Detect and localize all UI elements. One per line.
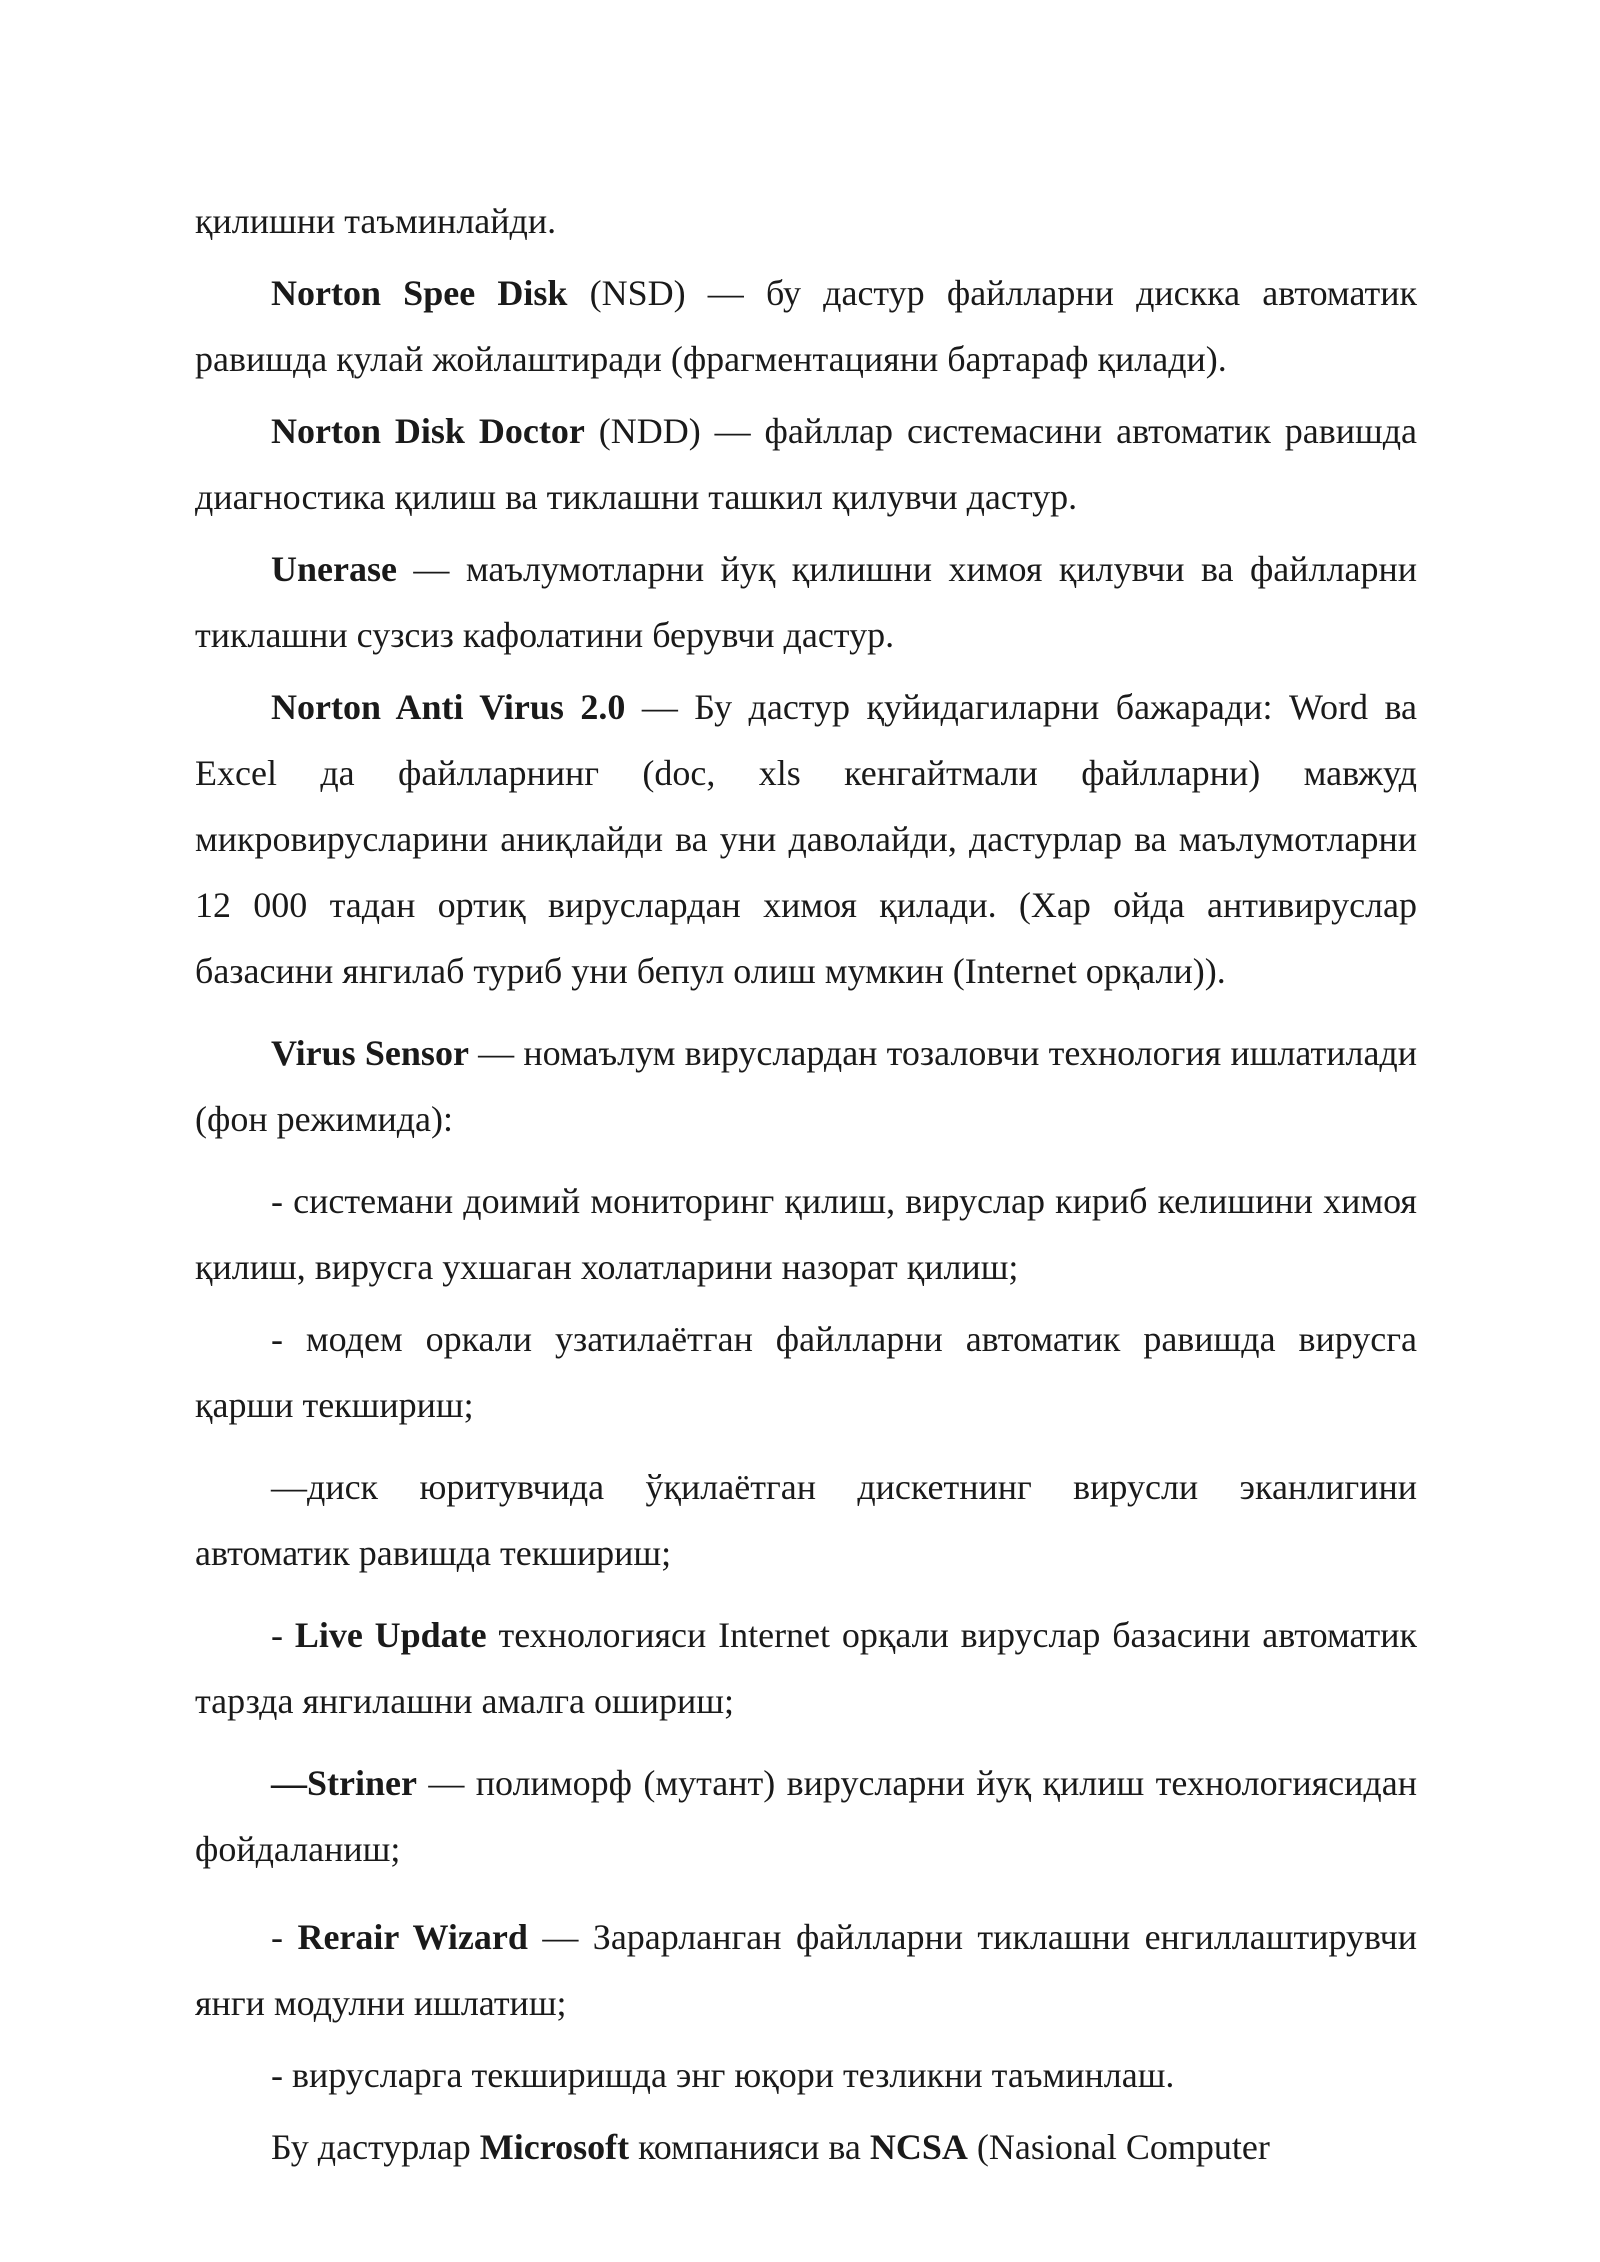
paragraph-ndd: Norton Disk Doctor (NDD) — файллар системасини автоматик равишда диагностика қилиш ва тиклашни ташкил қилувчи дастур.: [195, 411, 1417, 517]
term-unerase: Unerase: [271, 549, 397, 589]
paragraph-final: Бу дастурлар Microsoft компанияси ва NCSA (Nasional Computer: [271, 2127, 1270, 2167]
list-item-striner: —Striner — полиморф (мутант) вирусларни йуқ қилиш технологиясидан фойдаланиш;: [195, 1763, 1417, 1869]
list-item-modem-check: - модем оркали узатилаётган файлларни автоматик равишда вирусга қарши текшириш;: [195, 1319, 1417, 1425]
term-norton-anti-virus: Norton Anti Virus 2.0: [271, 687, 626, 727]
list-item-disk-check: —диск юритувчида ўқилаётган дискетнинг вирусли эканлигини автоматик равишда текшириш;: [195, 1467, 1417, 1573]
term-microsoft: Microsoft: [479, 2127, 630, 2167]
paragraph-continuation: қилишни таъминлайди.: [195, 201, 557, 241]
document-page: [195, 188, 1417, 2180]
list-item-speed: - вирусларга текширишда энг юқори тезликни таъминлаш.: [271, 2055, 1175, 2095]
term-repair-wizard: Rerair Wizard: [297, 1917, 528, 1957]
term-norton-speed-disk: Norton Spee Disk: [271, 273, 568, 313]
list-item-live-update: - Live Update технологияси Internet орқали вируслар базасини автоматик тарзда янгилашни амалга ошириш;: [195, 1615, 1418, 1721]
paragraph-unerase: Unerase — маълумотларни йуқ қилишни химоя қилувчи ва файлларни тиклашни сузсиз кафолатини берувчи дастур.: [195, 549, 1417, 655]
term-norton-disk-doctor: Norton Disk Doctor: [271, 411, 585, 451]
list-item-monitoring: - системани доимий мониторинг қилиш, вируслар кириб келишини химоя қилиш, вирусга ухшаган холатларини назорат қилиш;: [195, 1181, 1417, 1287]
paragraph-virus-sensor: Virus Sensor — номаълум вируслардан тозаловчи технология ишлатилади (фон режимида):: [195, 1033, 1418, 1139]
paragraph-norton-antivirus: Norton Anti Virus 2.0 — Бу дастур қуйидагиларни бажаради: Word ва Excel да файлларнинг (doc, xls кенгайтмали файлларни) мавжуд микровирусларини аниқлайди ва уни даволайди, дастурлар ва маълумотларни 12 000 тадан ортиқ вируслардан химоя қилади. (Хар ойда антивируслар базасини янгилаб туриб уни бепул олиш мумкин (Internet орқали)).: [195, 687, 1417, 991]
list-item-repair-wizard: - Rerair Wizard — Зарарланган файлларни тиклашни енгиллаштирувчи янги модулни ишлатиш;: [195, 1917, 1417, 2023]
term-live-update: Live Update: [294, 1615, 487, 1655]
term-striner: Striner: [307, 1763, 417, 1803]
term-ncsa: NCSA: [869, 2127, 968, 2167]
paragraph-nsd: Norton Spee Disk (NSD) — бу дастур файлларни дискка автоматик равишда қулай жойлаштиради (фрагментацияни бартараф қилади).: [195, 273, 1417, 379]
term-virus-sensor: Virus Sensor: [271, 1033, 469, 1073]
